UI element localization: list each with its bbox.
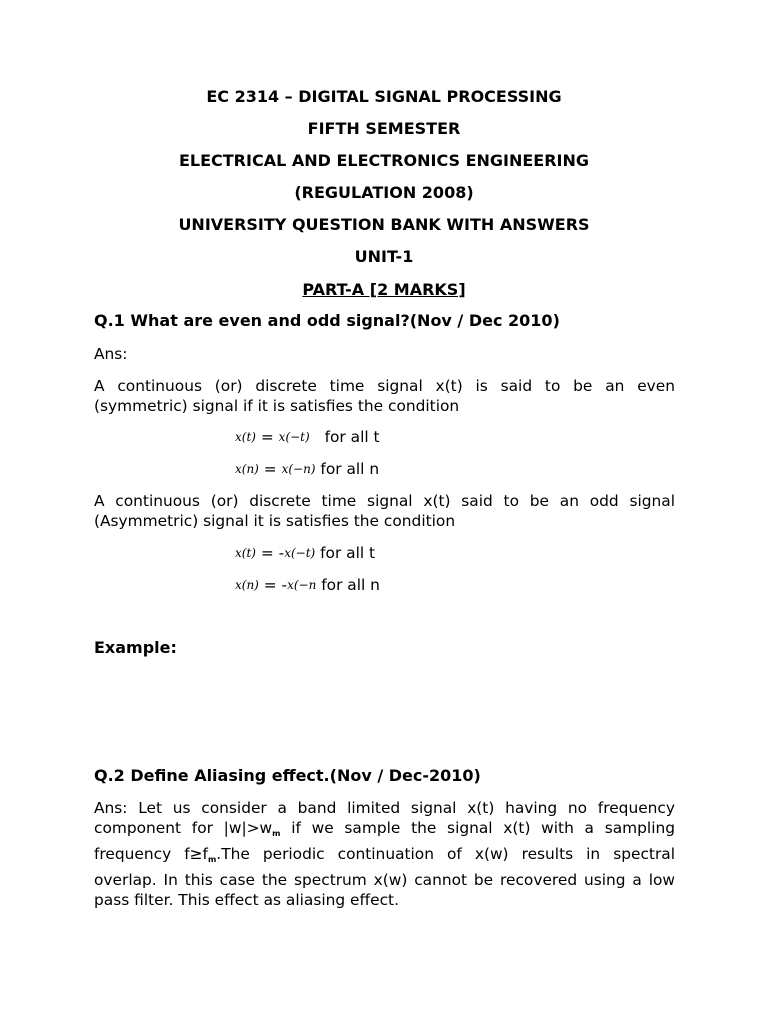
even-eq2-op: = [263,460,277,478]
q2-answer-part2: if we sample the signal x(t) with a sampling frequency f≥f [94,819,675,863]
semester-title: FIFTH SEMESTER [307,119,461,138]
q1-ans-label: Ans: [94,345,128,363]
q2-answer-part3: .The periodic continuation of x(w) results in spectral overlap. In this case the spectrum x(w) cannot be recovered using a low pass filter. This effect as aliasing effect. [94,845,675,909]
odd-eq2-cond: for all n [321,576,380,594]
q1-even-text: A continuous (or) discrete time signal x(t) is said to be an even (symmetric) signal if it is satisfies the condition [94,377,675,415]
even-equation-2 [235,459,379,479]
question-bank-title: UNIVERSITY QUESTION BANK WITH ANSWERS [178,215,590,234]
even-eq1-cond: for all t [324,428,380,446]
odd-equation-2 [235,575,380,595]
even-eq1-lhs: x(t) [235,430,256,444]
part-title-text: PART-A [2 MARKS] [302,280,466,299]
odd-eq2-lhs: x(n) [235,578,259,592]
even-eq1-rhs: x(−t) [278,430,310,444]
q1-question: Q.1 What are even and odd signal?(Nov / Dec 2010) [94,311,560,330]
odd-equation-1 [235,543,375,563]
q2-subscript-1: m [272,829,281,838]
department-title: ELECTRICAL AND ELECTRONICS ENGINEERING [178,151,590,170]
even-eq2-lhs: x(n) [235,462,259,476]
odd-eq1-cond: for all t [320,544,376,562]
even-equation-1 [235,427,380,447]
part-title [0,280,768,300]
even-eq2-cond: for all n [320,460,380,478]
even-eq1-op: = [260,428,274,446]
odd-eq2-rhs: x(−n [287,578,317,592]
q1-odd-text: A continuous (or) discrete time signal x(t) said to be an odd signal (Asymmetric) signal it is satisfies the condition [94,492,675,530]
unit-title: UNIT-1 [354,247,414,266]
odd-eq1-op: = - [260,544,285,562]
example-label: Example: [94,638,177,657]
regulation-title: (REGULATION 2008) [294,183,474,202]
course-title: EC 2314 – DIGITAL SIGNAL PROCESSING [206,87,562,106]
q2-answer [94,798,675,910]
odd-eq1-lhs: x(t) [235,546,256,560]
odd-eq2-op: = - [263,576,288,594]
q2-answer-part1: Ans: Let us consider a band limited signal x(t) having no frequency component for |w|>w [94,799,675,837]
q2-subscript-2: m [207,855,217,864]
even-eq2-rhs: x(−n) [281,462,316,476]
odd-eq1-rhs: x(−t) [284,546,316,560]
q2-question: Q.2 Define Aliasing effect.(Nov / Dec-2010) [94,766,481,785]
